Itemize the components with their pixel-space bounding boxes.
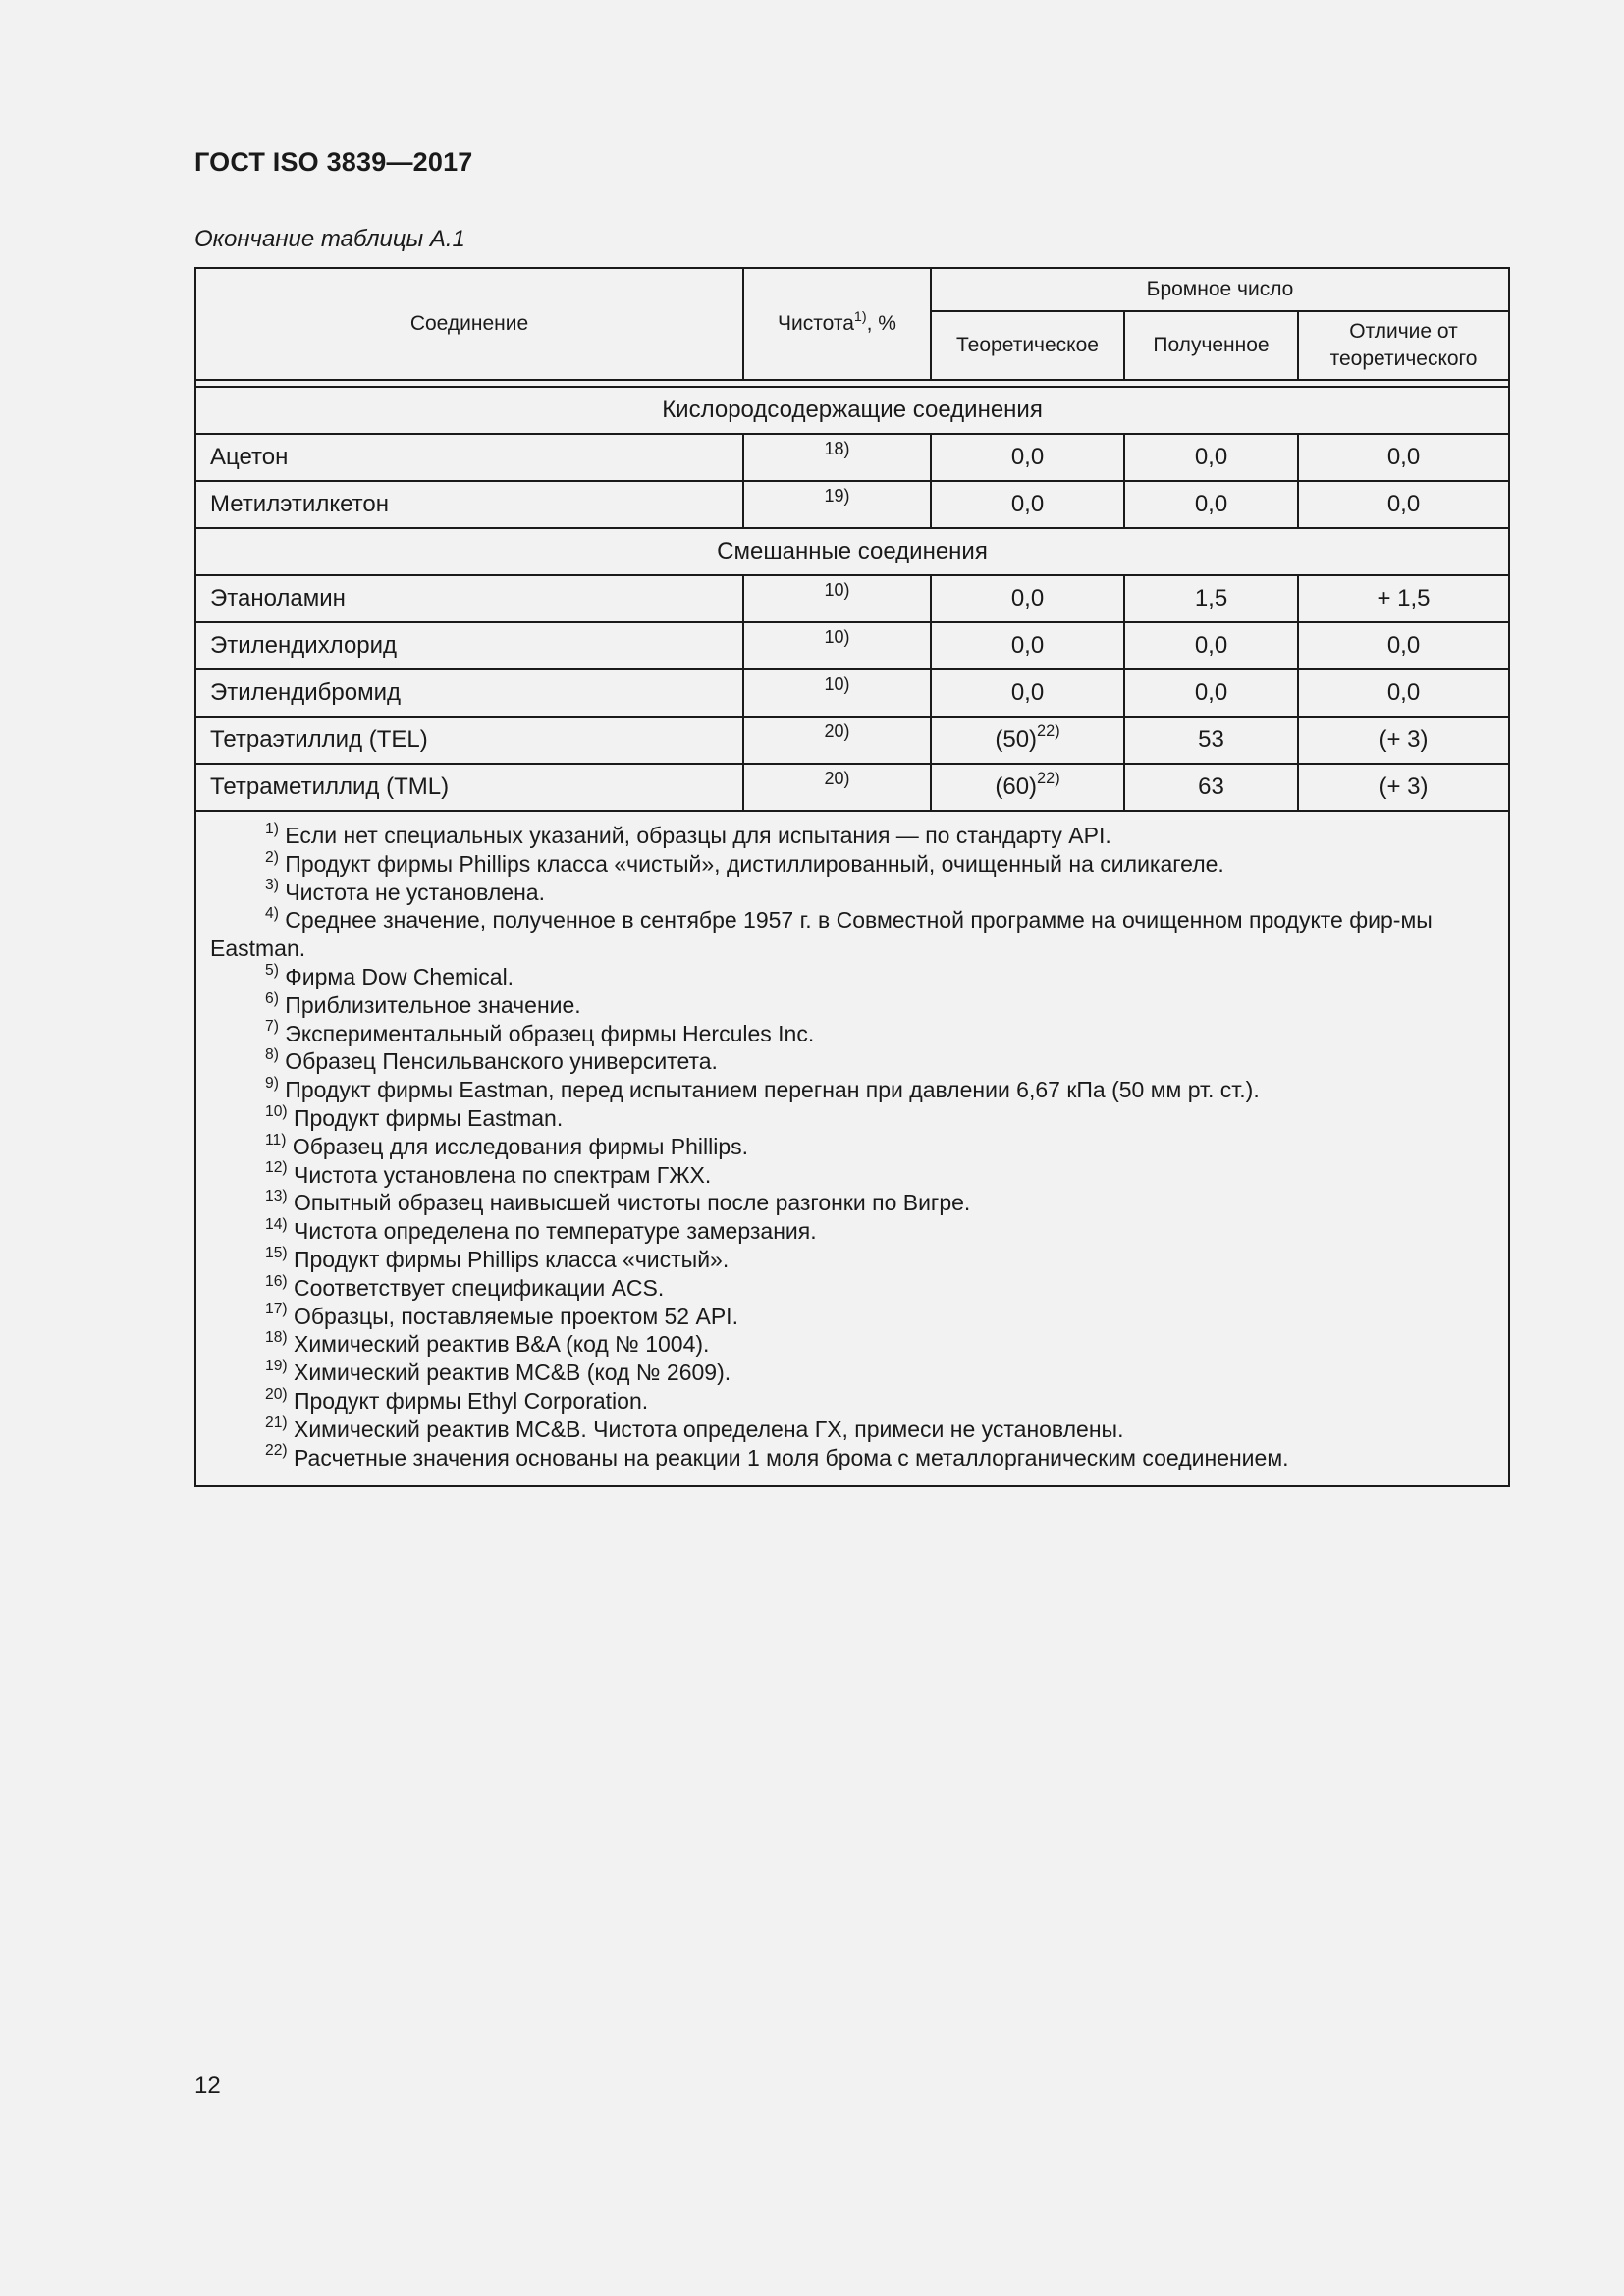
footnote-mark: 18) (265, 1329, 288, 1347)
footnote (210, 1161, 1494, 1190)
footnote (210, 1217, 1494, 1246)
footnote (210, 1047, 1494, 1076)
footnote-mark: 16) (265, 1272, 288, 1290)
footnote-mark: 5) (265, 961, 279, 979)
footnote-mark: 20) (265, 1385, 288, 1403)
obtained-value: 1,5 (1124, 575, 1298, 622)
footnote (210, 906, 1494, 963)
footnote (210, 1246, 1494, 1274)
footnote-text: Чистота определена по температуре замерзания. (287, 1218, 817, 1245)
table-row (195, 622, 1509, 669)
section-row (195, 387, 1509, 434)
footnote-text: Образцы, поставляемые проектом 52 API. (287, 1303, 738, 1329)
table-row (195, 481, 1509, 528)
compound-name: Этилендибромид (195, 669, 743, 717)
footnote-mark: 10) (265, 1102, 288, 1120)
difference-value: + 1,5 (1298, 575, 1509, 622)
table-row (195, 434, 1509, 481)
footnote (210, 963, 1494, 991)
footnote-text: Продукт фирмы Phillips класса «чистый», дистиллированный, очищенный на силикагеле. (278, 850, 1224, 877)
table-row (195, 575, 1509, 622)
table-footnotes (195, 811, 1509, 1486)
purity-footnote-ref: 18) (824, 439, 850, 458)
footnote (210, 991, 1494, 1020)
footnote-mark: 12) (265, 1159, 288, 1177)
footnote-text: Химический реактив MC&B (код № 2609). (287, 1360, 731, 1386)
footnote (210, 1020, 1494, 1048)
footnote-text: Фирма Dow Chemical. (278, 963, 514, 989)
footnote-text: Если нет специальных указаний, образцы для испытания — по стандарту API. (278, 823, 1111, 848)
footnote-text: Продукт фирмы Ethyl Corporation. (287, 1387, 649, 1414)
theoretical-value (931, 669, 1124, 717)
header-theoretical: Теоретическое (931, 311, 1124, 380)
footnote-text: Продукт фирмы Eastman. (287, 1104, 564, 1131)
footnote-text: Химический реактив B&A (код № 1004). (287, 1331, 710, 1358)
footnote (210, 1415, 1494, 1444)
footnote (210, 1359, 1494, 1387)
obtained-value: 0,0 (1124, 434, 1298, 481)
footnote (210, 1189, 1494, 1217)
table-row (195, 669, 1509, 717)
theoretical-value (931, 575, 1124, 622)
footnote-text: Продукт фирмы Eastman, перед испытанием перегнан при давлении 6,67 кПа (50 мм рт. ст.). (278, 1077, 1260, 1103)
header-bromine-number: Бромное число (931, 268, 1509, 311)
table-row (195, 717, 1509, 764)
footnote-mark: 6) (265, 989, 279, 1007)
footnote-mark: 1) (265, 820, 279, 837)
purity-footnote-ref: 10) (824, 627, 850, 647)
header-obtained: Полученное (1124, 311, 1298, 380)
theoretical-number: (50) (995, 726, 1038, 753)
footnote-text: Приблизительное значение. (278, 991, 581, 1018)
footnote-mark: 22) (265, 1442, 288, 1460)
footnote-mark: 11) (265, 1131, 287, 1148)
footnote-text: Чистота установлена по спектрам ГЖХ. (287, 1161, 712, 1188)
footnote-text: Образец для исследования фирмы Phillips. (286, 1133, 749, 1159)
purity-footnote-ref: 20) (824, 721, 850, 741)
footnote-mark: 3) (265, 877, 279, 894)
footnote-mark: 2) (265, 848, 279, 866)
footnote-text: Расчетные значения основаны на реакции 1 моля брома с металлорганическим соединением. (287, 1444, 1289, 1470)
theoretical-number: (60) (995, 774, 1038, 800)
footnote-mark: 21) (265, 1414, 288, 1431)
theoretical-value (931, 764, 1124, 811)
footnote (210, 1133, 1494, 1161)
header-difference: Отличие от теоретического (1298, 311, 1509, 380)
footnote-text: Среднее значение, полученное в сентябре 1957 г. в Совместной программе на очищенном продукте фир-мы Eastman. (210, 907, 1433, 962)
purity-footnote-ref: 20) (824, 769, 850, 788)
theoretical-value (931, 622, 1124, 669)
footnote-text: Чистота не установлена. (278, 879, 545, 905)
footnote (210, 1387, 1494, 1415)
difference-value: 0,0 (1298, 669, 1509, 717)
footnote-mark: 13) (265, 1188, 288, 1205)
header-separator (195, 380, 1509, 387)
footnote-mark: 7) (265, 1018, 279, 1036)
theoretical-value (931, 481, 1124, 528)
purity-footnote-ref: 19) (824, 486, 850, 506)
footnote (210, 1274, 1494, 1303)
obtained-value: 0,0 (1124, 669, 1298, 717)
footnote (210, 822, 1494, 850)
theoretical-value (931, 717, 1124, 764)
purity-cell (743, 669, 931, 717)
compound-name: Тетраэтиллид (TEL) (195, 717, 743, 764)
purity-cell (743, 575, 931, 622)
compound-name: Этилендихлорид (195, 622, 743, 669)
footnote-mark: 19) (265, 1357, 288, 1374)
footnote (210, 1444, 1494, 1472)
table-row (195, 764, 1509, 811)
footnote-mark: 9) (265, 1074, 279, 1092)
footnote-text: Экспериментальный образец фирмы Hercules Inc. (278, 1020, 815, 1046)
footnote (210, 1330, 1494, 1359)
obtained-value: 63 (1124, 764, 1298, 811)
theoretical-number: 0,0 (1010, 444, 1045, 470)
purity-cell (743, 622, 931, 669)
header-purity: Чистота$^{1)}$, % (743, 268, 931, 380)
footnote-mark: 15) (265, 1244, 288, 1261)
footnote-mark: 8) (265, 1046, 279, 1064)
theoretical-footnote-ref: 22) (1037, 770, 1060, 788)
purity-footnote-ref: 10) (824, 580, 850, 600)
footnote (210, 1303, 1494, 1331)
difference-value: (+ 3) (1298, 764, 1509, 811)
theoretical-footnote-ref: 22) (1037, 722, 1060, 741)
obtained-value: 0,0 (1124, 481, 1298, 528)
page-number: 12 (194, 2072, 221, 2099)
theoretical-number: 0,0 (1010, 491, 1045, 517)
purity-cell (743, 481, 931, 528)
section-title: Кислородсодержащие соединения (195, 387, 1509, 434)
theoretical-number: 0,0 (1010, 585, 1045, 612)
section-row (195, 528, 1509, 575)
document-header: ГОСТ ISO 3839—2017 (194, 147, 473, 177)
footnote-mark: 14) (265, 1215, 288, 1233)
footnote-text: Химический реактив MC&B. Чистота определена ГХ, примеси не установлены. (287, 1415, 1124, 1442)
obtained-value: 0,0 (1124, 622, 1298, 669)
compound-name: Метилэтилкетон (195, 481, 743, 528)
footnote-mark: 17) (265, 1301, 288, 1318)
header-compound: Соединение (195, 268, 743, 380)
footnote (210, 850, 1494, 879)
difference-value: 0,0 (1298, 622, 1509, 669)
theoretical-number: 0,0 (1010, 679, 1045, 706)
purity-cell (743, 434, 931, 481)
footnote-text: Образец Пенсильванского университета. (278, 1048, 718, 1075)
footnote-mark: 4) (265, 905, 279, 923)
compound-name: Ацетон (195, 434, 743, 481)
theoretical-number: 0,0 (1010, 632, 1045, 659)
table-caption: Окончание таблицы А.1 (194, 226, 465, 252)
footnote-text: Соответствует спецификации ACS. (287, 1274, 665, 1301)
footnote-text: Опытный образец наивысшей чистоты после разгонки по Вигре. (287, 1190, 971, 1216)
footnote-text: Продукт фирмы Phillips класса «чистый». (287, 1246, 730, 1272)
compound-name: Этаноламин (195, 575, 743, 622)
obtained-value: 53 (1124, 717, 1298, 764)
notes-row (195, 811, 1509, 1486)
difference-value: 0,0 (1298, 434, 1509, 481)
purity-footnote-ref: 10) (824, 674, 850, 694)
data-table (194, 267, 1510, 1487)
footnote (210, 1104, 1494, 1133)
purity-cell (743, 717, 931, 764)
footnote (210, 879, 1494, 907)
footnote (210, 1076, 1494, 1104)
compound-name: Тетраметиллид (TML) (195, 764, 743, 811)
difference-value: (+ 3) (1298, 717, 1509, 764)
difference-value: 0,0 (1298, 481, 1509, 528)
theoretical-value (931, 434, 1124, 481)
purity-cell (743, 764, 931, 811)
section-title: Смешанные соединения (195, 528, 1509, 575)
